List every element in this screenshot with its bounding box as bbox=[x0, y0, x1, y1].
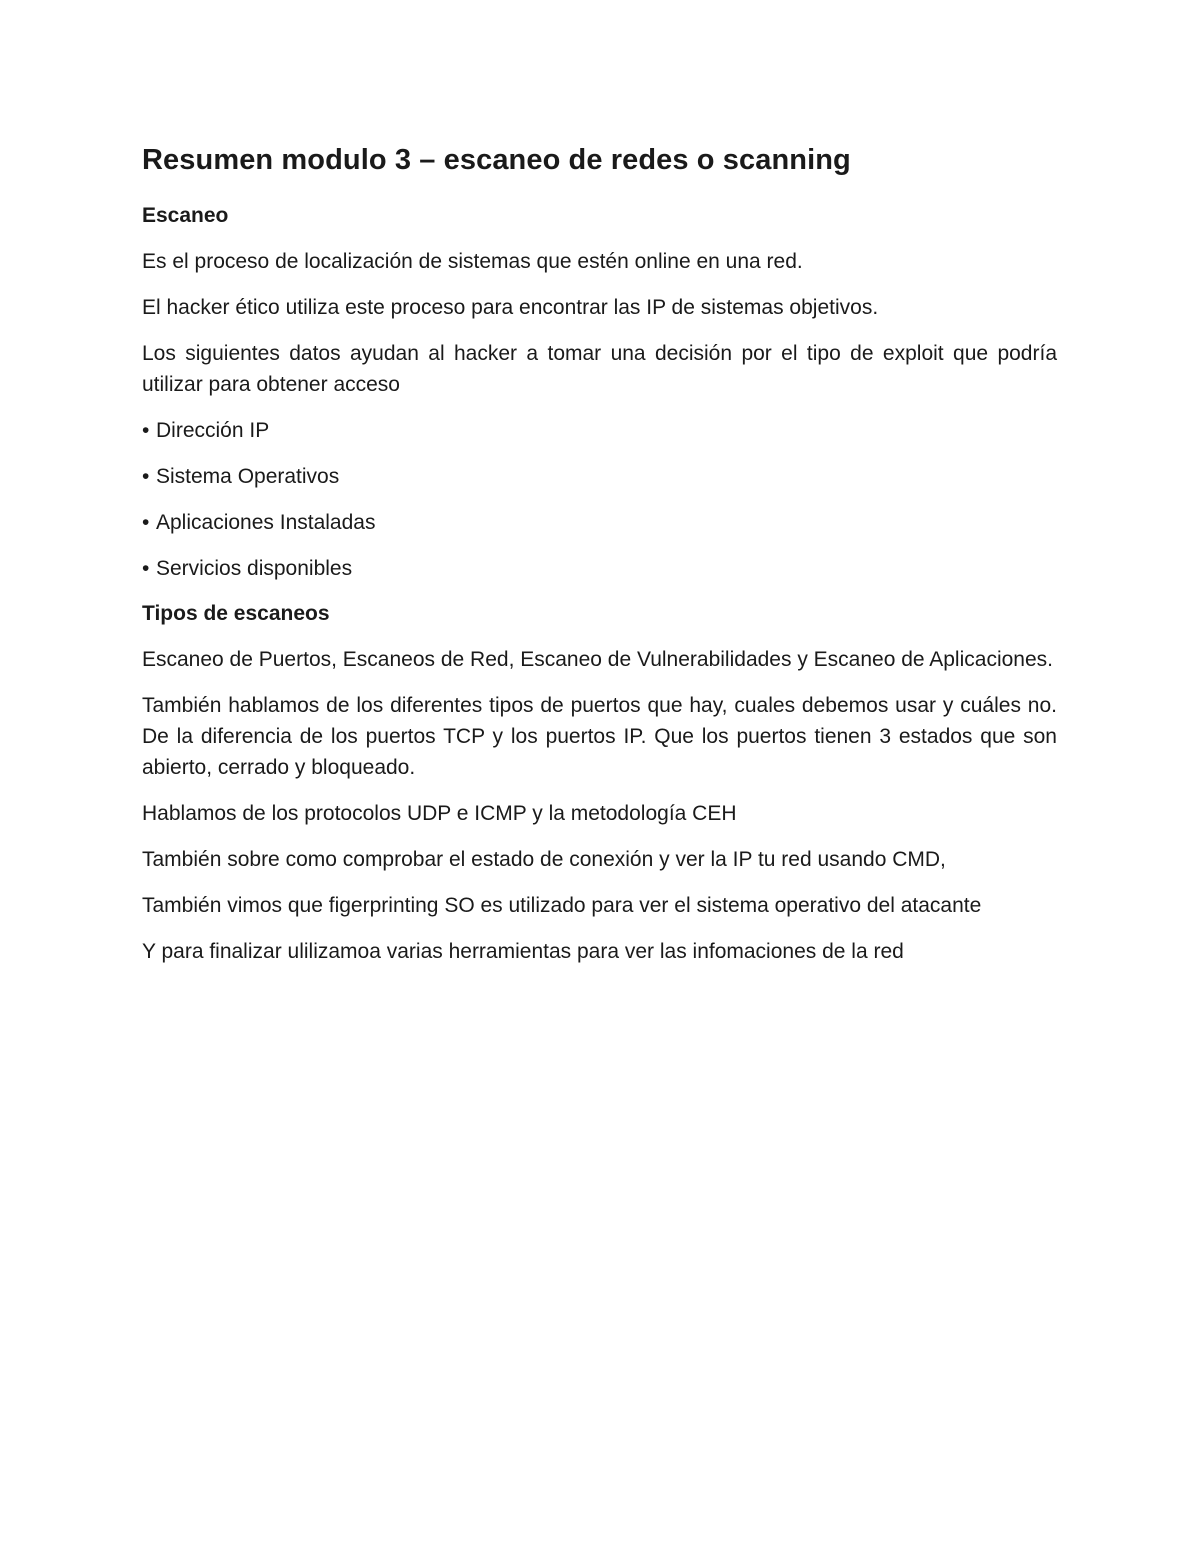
paragraph: Y para finalizar ulilizamoa varias herramientas para ver las infomaciones de la red bbox=[142, 940, 904, 963]
section-heading-escaneo: Escaneo bbox=[142, 204, 229, 227]
list-item-text: Aplicaciones Instaladas bbox=[156, 511, 376, 534]
list-item-text: Dirección IP bbox=[156, 419, 270, 442]
paragraph: También hablamos de los diferentes tipos de puertos que hay, cuales debemos usar y cuáles no. De la diferencia de los puertos TCP y los puertos IP. Que los puertos tienen 3 estados que son abierto, cerrado y bloqueado. bbox=[142, 694, 1057, 779]
paragraph: Hablamos de los protocolos UDP e ICMP y la metodología CEH bbox=[142, 802, 737, 825]
list-item bbox=[142, 507, 1057, 538]
paragraph: Escaneo de Puertos, Escaneos de Red, Escaneo de Vulnerabilidades y Escaneo de Aplicaciones. bbox=[142, 648, 1053, 671]
list-item bbox=[142, 461, 1057, 492]
list-item-text: Sistema Operativos bbox=[156, 465, 340, 488]
list-item bbox=[142, 415, 1057, 446]
paragraph: También vimos que figerprinting SO es utilizado para ver el sistema operativo del atacante bbox=[142, 894, 982, 917]
document-title: Resumen modulo 3 – escaneo de redes o scanning bbox=[142, 144, 851, 176]
paragraph: También sobre como comprobar el estado de conexión y ver la IP tu red usando CMD, bbox=[142, 848, 946, 871]
document-body bbox=[142, 138, 1057, 982]
bullet-icon: • bbox=[142, 465, 150, 488]
section-heading-tipos: Tipos de escaneos bbox=[142, 602, 330, 625]
bullet-list bbox=[142, 415, 1057, 584]
bullet-icon: • bbox=[142, 557, 150, 580]
bullet-icon: • bbox=[142, 419, 150, 442]
paragraph: Los siguientes datos ayudan al hacker a tomar una decisión por el tipo de exploit que podría utilizar para obtener acceso bbox=[142, 342, 1057, 396]
paragraph: El hacker ético utiliza este proceso para encontrar las IP de sistemas objetivos. bbox=[142, 296, 879, 319]
list-item bbox=[142, 553, 1057, 584]
paragraph: Es el proceso de localización de sistemas que estén online en una red. bbox=[142, 250, 803, 273]
list-item-text: Servicios disponibles bbox=[156, 557, 353, 580]
bullet-icon: • bbox=[142, 511, 150, 534]
